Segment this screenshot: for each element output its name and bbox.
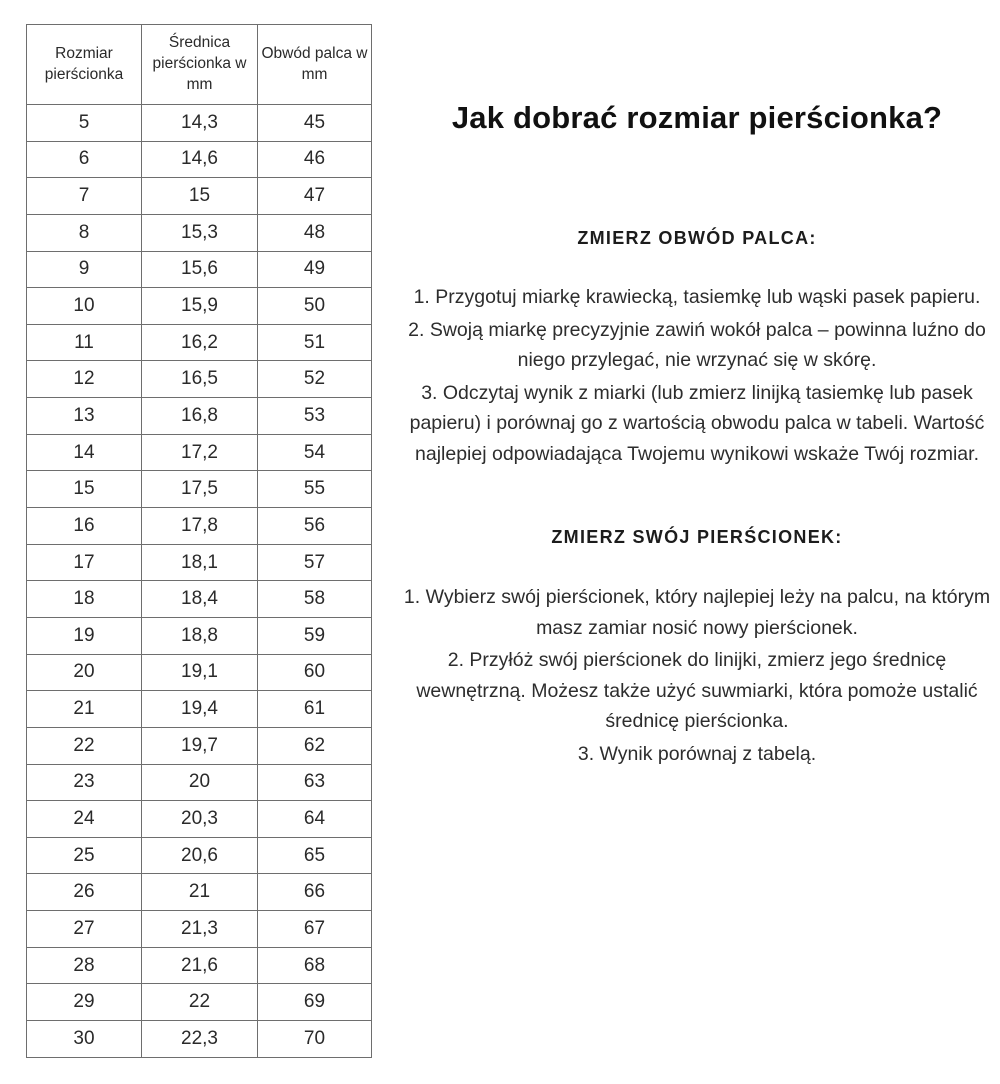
table-cell: 65 (258, 837, 372, 874)
section-heading-obwod: ZMIERZ OBWÓD PALCA: (577, 228, 817, 249)
table-cell: 59 (258, 617, 372, 654)
table-cell: 11 (27, 324, 142, 361)
table-cell: 51 (258, 324, 372, 361)
table-cell: 17,2 (142, 434, 258, 471)
table-cell: 45 (258, 105, 372, 142)
instruction-item: 1. Przygotuj miarkę krawiecką, tasiemkę lub wąski pasek papieru. (413, 286, 981, 309)
table-cell: 15,9 (142, 288, 258, 325)
table-cell: 19,7 (142, 727, 258, 764)
table-cell: 17 (27, 544, 142, 581)
table-row (27, 434, 372, 471)
page-title: Jak dobrać rozmiar pierścionka? (451, 100, 943, 135)
table-row (27, 617, 372, 654)
table-row (27, 654, 372, 691)
table-cell: 63 (258, 764, 372, 801)
table-cell: 19 (27, 617, 142, 654)
table-row (27, 801, 372, 838)
table-cell: 24 (27, 801, 142, 838)
table-cell: 15 (142, 178, 258, 215)
table-row (27, 874, 372, 911)
table-cell: 67 (258, 911, 372, 948)
table-cell: 16 (27, 508, 142, 545)
table-cell: 62 (258, 727, 372, 764)
table-row (27, 105, 372, 142)
table-cell: 52 (258, 361, 372, 398)
table-cell: 54 (258, 434, 372, 471)
table-cell: 58 (258, 581, 372, 618)
table-cell: 18 (27, 581, 142, 618)
table-cell: 26 (27, 874, 142, 911)
table-row (27, 141, 372, 178)
table-row (27, 984, 372, 1021)
table-row (27, 178, 372, 215)
instruction-item: 2. Swoją miarkę precyzyjnie zawiń wokół palca – powinna luźno do niego przylegać, nie wrzynać się w skórę. (408, 318, 986, 372)
table-cell: 22 (142, 984, 258, 1021)
header-obwod: Obwód palca w mm (258, 25, 372, 105)
table-cell: 21,6 (142, 947, 258, 984)
table-cell: 15,3 (142, 214, 258, 251)
table-cell: 48 (258, 214, 372, 251)
table-cell: 20,6 (142, 837, 258, 874)
section-items-obwod (403, 282, 991, 469)
table-cell: 8 (27, 214, 142, 251)
table-row (27, 764, 372, 801)
table-cell: 21,3 (142, 911, 258, 948)
table-cell: 57 (258, 544, 372, 581)
table-row (27, 1021, 372, 1058)
table-cell: 18,4 (142, 581, 258, 618)
table-cell: 30 (27, 1021, 142, 1058)
table-cell: 21 (27, 691, 142, 728)
table-cell: 14,6 (142, 141, 258, 178)
section-heading-pierscionek: ZMIERZ SWÓJ PIERŚCIONEK: (551, 527, 843, 548)
table-cell: 50 (258, 288, 372, 325)
table-cell: 20 (27, 654, 142, 691)
table-row (27, 214, 372, 251)
table-cell: 66 (258, 874, 372, 911)
table-cell: 46 (258, 141, 372, 178)
table-cell: 17,5 (142, 471, 258, 508)
table-cell: 29 (27, 984, 142, 1021)
table-cell: 16,8 (142, 398, 258, 435)
table-cell: 23 (27, 764, 142, 801)
table-row (27, 911, 372, 948)
table-cell: 55 (258, 471, 372, 508)
table-cell: 9 (27, 251, 142, 288)
table-cell: 14,3 (142, 105, 258, 142)
table-cell: 25 (27, 837, 142, 874)
table-row (27, 947, 372, 984)
table-row (27, 471, 372, 508)
table-cell: 12 (27, 361, 142, 398)
ring-size-table (26, 24, 372, 1058)
table-cell: 10 (27, 288, 142, 325)
table-cell: 61 (258, 691, 372, 728)
table-cell: 47 (258, 178, 372, 215)
table-cell: 70 (258, 1021, 372, 1058)
table-row (27, 727, 372, 764)
table-cell: 60 (258, 654, 372, 691)
table-cell: 49 (258, 251, 372, 288)
table-cell: 68 (258, 947, 372, 984)
table-cell: 22,3 (142, 1021, 258, 1058)
table-row (27, 288, 372, 325)
table-cell: 13 (27, 398, 142, 435)
table-row (27, 544, 372, 581)
instruction-item: 3. Odczytaj wynik z miarki (lub zmierz linijką tasiemkę lub pasek papieru) i porównaj go z wartością obwodu palca w tabeli. Wartość najlepiej odpowiadająca Twojemu wynikowi wskaże Twój rozmiar. (409, 381, 985, 465)
instruction-item: 2. Przyłóż swój pierścionek do linijki, zmierz jego średnicę wewnętrzną. Możesz także użyć suwmiarki, która pomoże ustalić średnicę pierścionka. (416, 649, 978, 733)
header-srednica: Średnica pierścionka w mm (142, 25, 258, 105)
table-row (27, 251, 372, 288)
table-cell: 56 (258, 508, 372, 545)
table-row (27, 324, 372, 361)
table-cell: 18,8 (142, 617, 258, 654)
ring-size-table-body (27, 105, 372, 1058)
table-cell: 28 (27, 947, 142, 984)
table-cell: 17,8 (142, 508, 258, 545)
table-header-row (27, 25, 372, 105)
guide-column (403, 98, 991, 771)
table-cell: 64 (258, 801, 372, 838)
table-row (27, 508, 372, 545)
table-cell: 69 (258, 984, 372, 1021)
table-cell: 18,1 (142, 544, 258, 581)
ring-size-table-header (27, 25, 372, 105)
table-cell: 14 (27, 434, 142, 471)
table-cell: 15 (27, 471, 142, 508)
instruction-item: 1. Wybierz swój pierścionek, który najlepiej leży na palcu, na którym masz zamiar nosić nowy pierścionek. (403, 586, 991, 639)
table-cell: 20,3 (142, 801, 258, 838)
instruction-item: 3. Wynik porównaj z tabelą. (577, 742, 817, 765)
header-rozmiar: Rozmiar pierścionka (27, 25, 142, 105)
table-row (27, 398, 372, 435)
table-cell: 20 (142, 764, 258, 801)
table-cell: 16,5 (142, 361, 258, 398)
table-cell: 6 (27, 141, 142, 178)
table-cell: 15,6 (142, 251, 258, 288)
table-cell: 19,1 (142, 654, 258, 691)
table-cell: 21 (142, 874, 258, 911)
table-row (27, 837, 372, 874)
table-cell: 16,2 (142, 324, 258, 361)
table-row (27, 691, 372, 728)
table-row (27, 581, 372, 618)
table-cell: 5 (27, 105, 142, 142)
table-cell: 53 (258, 398, 372, 435)
table-row (27, 361, 372, 398)
table-cell: 22 (27, 727, 142, 764)
table-cell: 19,4 (142, 691, 258, 728)
table-cell: 7 (27, 178, 142, 215)
section-items-pierscionek (403, 582, 991, 769)
table-cell: 27 (27, 911, 142, 948)
